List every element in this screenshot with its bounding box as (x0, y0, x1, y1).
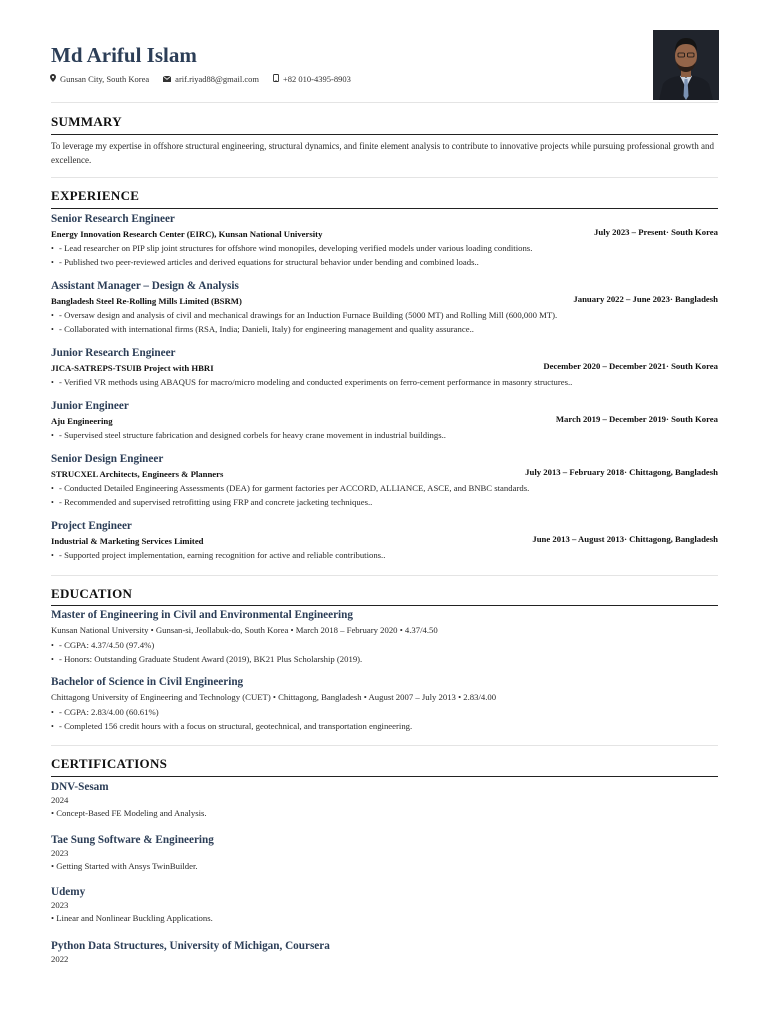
list-item: • - Supported project implementation, earning recognition for active and reliable contributions.. (51, 549, 718, 563)
job-organization: Energy Innovation Research Center (EIRC), Kunsan National University (51, 229, 323, 239)
location-text: Gunsan City, South Korea (60, 74, 150, 84)
certification-entry (51, 940, 330, 967)
education-entry (51, 676, 718, 733)
divider (51, 575, 718, 576)
certification-name: Udemy (51, 886, 86, 898)
list-item: • - Supervised steel structure fabrication and designed corbels for heavy crane movement in industrial buildings.. (51, 429, 718, 443)
certification-entry (51, 781, 207, 821)
education-entry (51, 609, 718, 666)
certification-entry (51, 886, 213, 926)
list-item: • - Conducted Detailed Engineering Assessments (DEA) for garment factories per ACCORD, ALLIANCE, ASCE, and BNBC standards. (51, 482, 718, 496)
certification-year: 2024 (51, 795, 69, 805)
list-item: • - Collaborated with international firms (RSA, India; Danieli, Italy) for engineering management and quality assurance.. (51, 323, 718, 337)
section-rule (51, 134, 718, 135)
phone-text: +82 010-4395-8903 (283, 74, 351, 84)
job-entry (51, 213, 718, 269)
certifications-heading: CERTIFICATIONS (51, 756, 168, 771)
bullet-icon: • (51, 497, 54, 507)
email-icon (163, 74, 171, 84)
bullet-icon: • (51, 721, 54, 731)
section-rule (51, 776, 718, 777)
bullet-icon: • (51, 311, 54, 320)
list-item: • Concept-Based FE Modeling and Analysis. (51, 808, 207, 818)
degree-title: Master of Engineering in Civil and Environmental Engineering (51, 609, 353, 621)
degree-meta: Chittagong University of Engineering and Technology (CUET) • Chittagong, Bangladesh • August 2007 – July 2013 • 2.83/4.00 (51, 692, 497, 702)
bullet-icon: • (51, 641, 54, 650)
job-entry (51, 400, 718, 443)
list-item: • Linear and Nonlinear Buckling Applications. (51, 913, 213, 923)
list-item: • - Verified VR methods using ABAQUS for macro/micro modeling and conducted experiments on ferro-cement performance in masonry structures.. (51, 376, 718, 390)
divider (51, 102, 718, 103)
certification-name: Python Data Structures, University of Michigan, Coursera (51, 940, 330, 952)
divider (51, 745, 718, 746)
job-title: Senior Design Engineer (51, 453, 164, 465)
list-item: • - Lead researcher on PIP slip joint structures for offshore wind monopiles, developing verified models under various loading conditions. (51, 242, 718, 256)
bullet-icon: • (51, 913, 57, 923)
bullet-icon: • (51, 257, 54, 267)
experience-heading: EXPERIENCE (51, 188, 140, 203)
job-dates-location: March 2019 – December 2019· South Korea (555, 414, 718, 424)
certification-name: DNV-Sesam (51, 781, 109, 793)
phone-icon (273, 74, 279, 84)
bullet-icon: • (51, 808, 57, 818)
education-heading: EDUCATION (51, 586, 133, 601)
job-entry (51, 453, 718, 509)
profile-photo (653, 30, 719, 100)
bullet-icon: • (51, 378, 54, 387)
job-title: Junior Research Engineer (51, 347, 176, 359)
certification-year: 2023 (51, 848, 69, 858)
job-organization: Industrial & Marketing Services Limited (51, 536, 204, 546)
certification-year: 2023 (51, 900, 69, 910)
list-item: • - Published two peer-reviewed articles and derived equations for structural behavior under bending and combined loads.. (51, 256, 718, 270)
list-item: • - Recommended and supervised retrofitting using FRP and concrete jacketing techniques.. (51, 496, 718, 510)
list-item: • - CGPA: 4.37/4.50 (97.4%) (51, 639, 718, 653)
job-dates-location: July 2023 – Present· South Korea (594, 227, 718, 237)
list-item: • - Completed 156 credit hours with a focus on structural, geotechnical, and transportation engineering. (51, 720, 718, 734)
page-title: Md Ariful Islam (51, 43, 197, 67)
certification-year: 2022 (51, 954, 69, 964)
section-rule (51, 208, 718, 209)
list-item: • - Honors: Outstanding Graduate Student Award (2019), BK21 Plus Scholarship (2019). (51, 653, 718, 667)
job-organization: Bangladesh Steel Re-Rolling Mills Limited (BSRM) (51, 296, 242, 306)
certification-name: Tae Sung Software & Engineering (51, 834, 214, 846)
degree-title: Bachelor of Science in Civil Engineering (51, 676, 244, 688)
bullet-icon: • (51, 861, 57, 871)
job-entry (51, 280, 718, 336)
summary-text: To leverage my expertise in offshore structural engineering, structural dynamics, and finite element analysis to contribute to innovative projects while pursuing professional growth and excellence. (51, 141, 714, 165)
job-organization: STRUCXEL Architects, Engineers & Planners (51, 469, 224, 479)
job-title: Junior Engineer (51, 400, 129, 412)
job-dates-location: January 2022 – June 2023· Bangladesh (573, 294, 718, 304)
divider (51, 177, 718, 178)
job-organization: Aju Engineering (51, 416, 113, 426)
bullet-icon: • (51, 484, 54, 493)
degree-meta: Kunsan National University • Gunsan-si, Jeollabuk-do, South Korea • March 2018 – February 2020 • 4.37/4.50 (51, 625, 438, 635)
email-link[interactable]: arif.riyad88@gmail.com (175, 74, 260, 84)
summary-heading: SUMMARY (51, 114, 122, 129)
list-item: • - CGPA: 2.83/4.00 (60.61%) (51, 706, 718, 720)
bullet-icon: • (51, 551, 54, 560)
job-title: Project Engineer (51, 520, 132, 532)
job-dates-location: June 2013 – August 2013· Chittagong, Bangladesh (532, 534, 718, 544)
contact-line (50, 74, 351, 84)
job-organization: JICA-SATREPS-TSUIB Project with HBRI (51, 363, 214, 373)
bullet-icon: • (51, 654, 54, 664)
list-item: • - Oversaw design and analysis of civil and mechanical drawings for an Induction Furnace Building (5000 MT) and Rolling Mill (600,000 MT). (51, 309, 718, 323)
bullet-icon: • (51, 324, 54, 334)
job-entry (51, 520, 718, 563)
certification-entry (51, 834, 214, 874)
location-pin-icon (50, 74, 56, 84)
job-entry (51, 347, 718, 390)
list-item: • Getting Started with Ansys TwinBuilder. (51, 861, 198, 871)
section-rule (51, 605, 718, 606)
job-dates-location: July 2013 – February 2018· Chittagong, Bangladesh (525, 467, 718, 477)
bullet-icon: • (51, 708, 54, 717)
job-title: Assistant Manager – Design & Analysis (51, 280, 239, 292)
bullet-icon: • (51, 431, 54, 440)
job-dates-location: December 2020 – December 2021· South Korea (543, 361, 718, 371)
bullet-icon: • (51, 244, 54, 253)
job-title: Senior Research Engineer (51, 213, 175, 225)
